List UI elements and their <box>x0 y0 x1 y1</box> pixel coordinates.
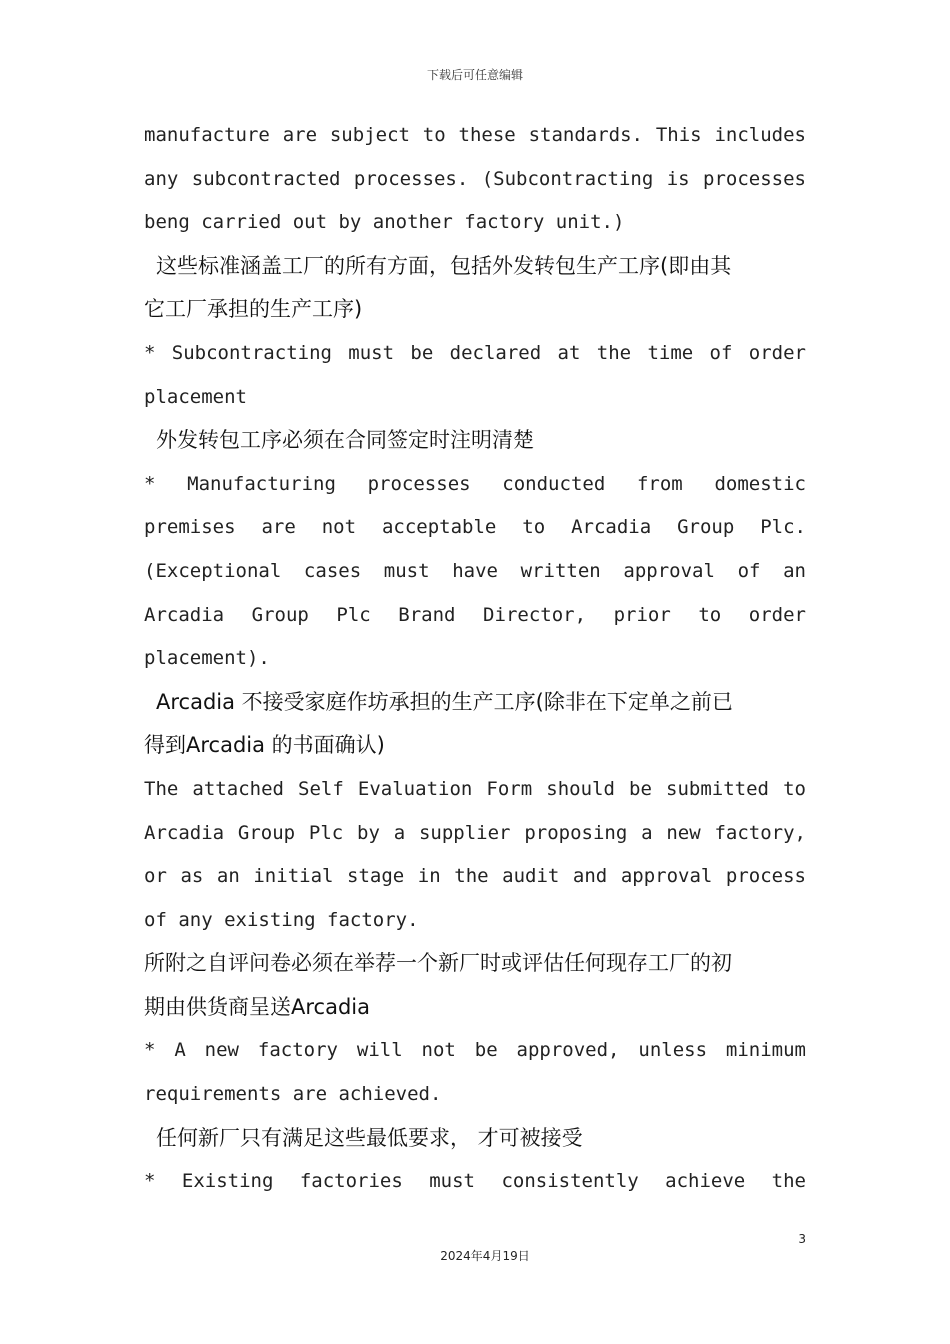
text-line: Arcadia Group Plc Brand Director, prior to order <box>144 603 806 626</box>
text-line: placement <box>144 385 247 408</box>
text-line: The attached Self Evaluation Form should be submitted to <box>144 777 806 800</box>
document-body <box>144 114 806 1204</box>
text-line: Arcadia 不接受家庭作坊承担的生产工序(除非在下定单之前已 <box>156 689 733 714</box>
text-line: or as an initial stage in the audit and approval process <box>144 865 806 888</box>
text-line: of any existing factory. <box>144 908 419 931</box>
footer-date: 2024年4月19日 <box>440 1249 530 1263</box>
text-line: 它工厂承担的生产工序) <box>144 297 363 322</box>
text-line: requirements are achieved. <box>144 1083 442 1106</box>
text-line: 这些标准涵盖工厂的所有方面，包括外发转包生产工序(即由其 <box>156 253 732 278</box>
text-line: placement). <box>144 647 270 670</box>
text-line: 期由供货商呈送Arcadia <box>144 994 370 1019</box>
page-number: 3 <box>798 1232 806 1246</box>
text-line: (Exceptional cases must have written approval of an <box>144 559 806 582</box>
text-line: 任何新厂只有满足这些最低要求， 才可被接受 <box>156 1125 583 1150</box>
text-line: * A new factory will not be approved, unless minimum <box>144 1039 806 1062</box>
text-line: 外发转包工序必须在合同签定时注明清楚 <box>156 428 534 453</box>
text-line: any subcontracted processes. (Subcontracting is processes <box>144 167 806 190</box>
text-line: * Manufacturing processes conducted from domestic <box>144 472 806 495</box>
text-line: 得到Arcadia 的书面确认) <box>144 733 385 758</box>
text-line: beng carried out by another factory unit.) <box>144 211 625 234</box>
text-line: premises are not acceptable to Arcadia Group Plc. <box>144 516 806 539</box>
text-line: * Subcontracting must be declared at the time of order <box>144 341 806 364</box>
text-line: manufacture are subject to these standards. This includes <box>144 124 806 146</box>
text-line: * Existing factories must consistently achieve the <box>144 1170 806 1193</box>
text-line: 所附之自评问卷必须在举荐一个新厂时或评估任何现存工厂的初 <box>144 951 732 976</box>
page-header: 下载后可任意编辑 <box>426 68 523 82</box>
text-line: Arcadia Group Plc by a supplier proposing a new factory, <box>144 821 806 844</box>
